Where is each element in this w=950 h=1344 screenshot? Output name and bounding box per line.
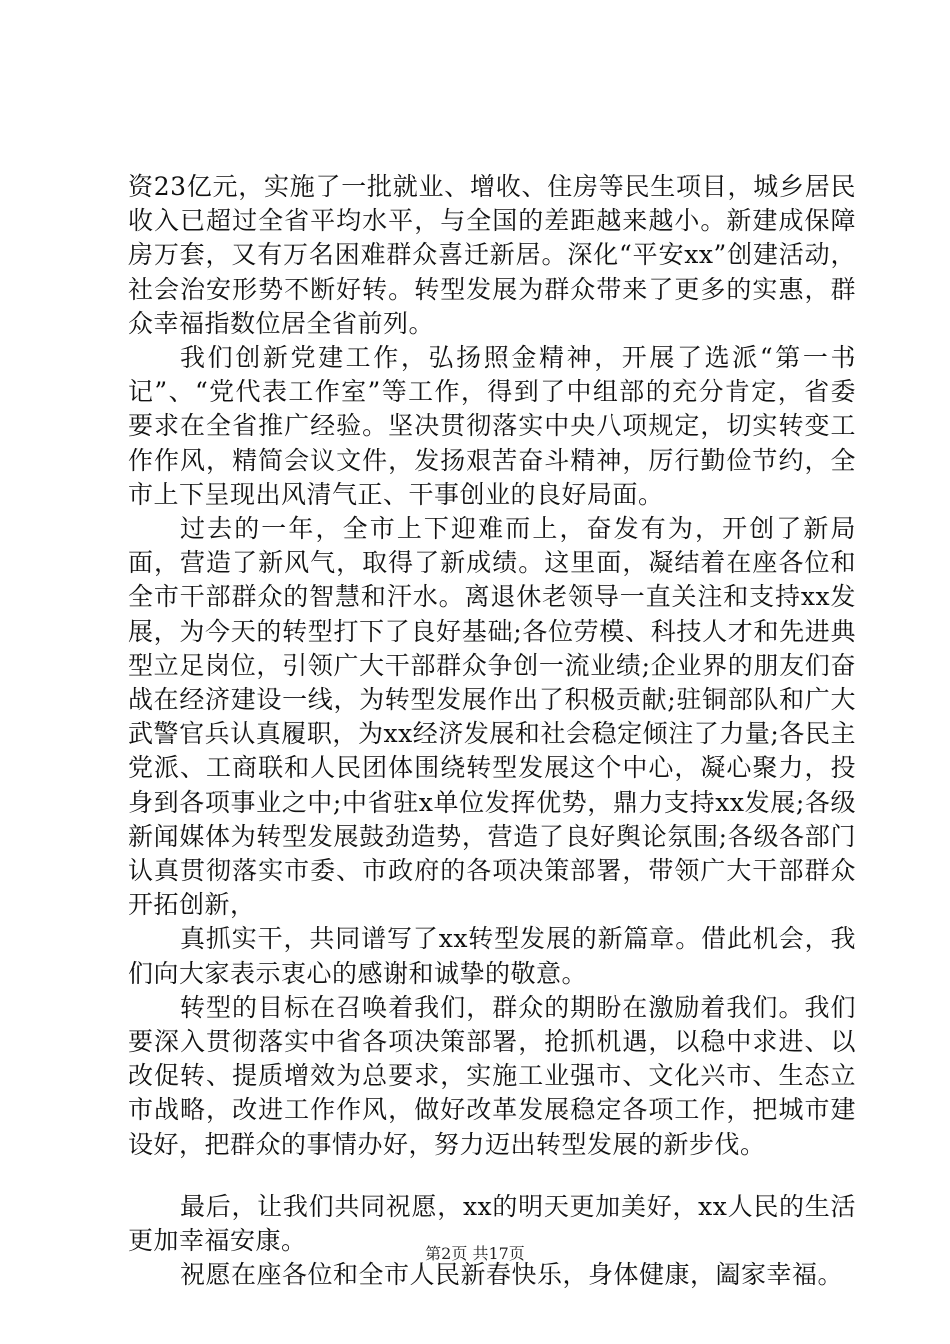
paragraph-continuation: 资23亿元，实施了一批就业、增收、住房等民生项目，城乡居民收入已超过全省平均水平，与全国的差距越来越小。新建成保障房万套，又有万名困难群众喜迁新居。深化“平安xx”创建活动，社会治安形势不断好转。转型发展为群众带来了更多的实惠，群众幸福指数位居全省前列。 (128, 172, 856, 338)
document-body (128, 170, 856, 1293)
paragraph-thanks: 真抓实干，共同谱写了xx转型发展的新篇章。借此机会，我们向大家表示衷心的感谢和诚挚的敬意。 (128, 924, 856, 988)
paragraph-past-year: 过去的一年，全市上下迎难而上，奋发有为，开创了新局面，营造了新风气，取得了新成绩。这里面，凝结着在座各位和全市干部群众的智慧和汗水。离退休老领导一直关注和支持xx发展，为今天的转型打下了良好基础;各位劳模、科技人才和先进典型立足岗位，引领广大干部群众争创一流业绩;企业界的朋友们奋战在经济建设一线，为转型发展作出了积极贡献;驻铜部队和广大武警官兵认真履职，为xx经济发展和社会稳定倾注了力量;各民主党派、工商联和人民团体围绕转型发展这个中心，凝心聚力，投身到各项事业之中;中省驻x单位发挥优势，鼎力支持xx发展;各级新闻媒体为转型发展鼓劲造势，营造了良好舆论氛围;各级各部门认真贯彻落实市委、市政府的各项决策部署，带领广大干部群众开拓创新， (128, 514, 856, 920)
paragraph-closing-wish: 最后，让我们共同祝愿，xx的明天更加美好，xx人民的生活更加幸福安康。 (128, 1191, 856, 1256)
paragraph-party-building: 我们创新党建工作，弘扬照金精神，开展了选派“第一书记”、“党代表工作室”等工作，得到了中组部的充分肯定，省委要求在全省推广经验。坚决贯彻落实中央八项规定，切实转变工作作风，精简会议文件，发扬艰苦奋斗精神，厉行勤俭节约，全市上下呈现出风清气正、干事创业的良好局面。 (128, 343, 856, 509)
paragraph-goals: 转型的目标在召唤着我们，群众的期盼在激励着我们。我们要深入贯彻落实中省各项决策部署，抢抓机遇，以稳中求进、以改促转、提质增效为总要求，实施工业强市、文化兴市、生态立市战略，改进工作作风，做好改革发展稳定各项工作，把城市建设好，把群众的事情办好，努力迈出转型发展的新步伐。 (128, 992, 856, 1159)
paragraph-gap (128, 1162, 856, 1190)
page-footer: 第2页 共17页 (425, 1244, 525, 1263)
paragraph-new-year-greeting: 祝愿在座各位和全市人民新春快乐，身体健康，阖家幸福。 (180, 1260, 844, 1290)
